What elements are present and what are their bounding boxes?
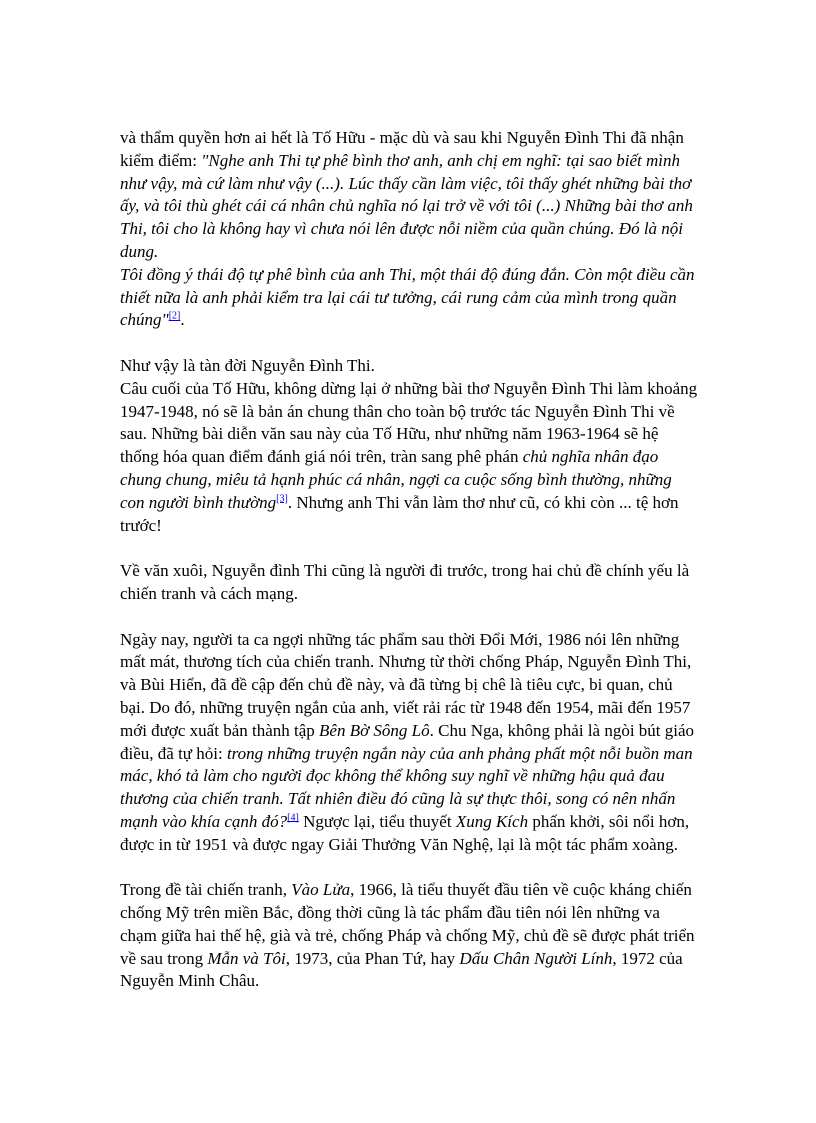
text-run: , 1973, của Phan Tứ, hay (285, 948, 460, 968)
paragraph-van-xuoi (120, 560, 700, 606)
quote-text: "Nghe anh Thi tự phê bình thơ anh, anh chị em nghĩ: tại sao biết mình như vậy, mà cứ làm như vậy (...). Lúc thấy cần làm việc, tôi thấy ghét những bài thơ ấy, và tôi thù ghét cái cá nhân chủ nghĩa nó lại trở về với tôi (...) Những bài thơ anh Thi, tôi cho là không hay vì chưa nói lên được nỗi niềm của quần chúng. Đó là nội dung. (120, 150, 693, 261)
text-run: phấn khởi, sôi nổi hơn, được in từ 1951 và được ngay Giải Thưởng Văn Nghệ, lại là một tác phẩm xoàng. (120, 811, 690, 854)
text-run: Ngày nay, người ta ca ngợi những tác phẩm sau thời Đổi Mới, 1986 nói lên những mất mát, thương tích của chiến tranh. Nhưng từ thời chống Pháp, Nguyễn Đình Thi, và Bùi Hiển, đã đề cập đến chủ đề này, và đã từng bị chê là tiêu cực, bi quan, chủ bại. Do đó, những truyện ngắn của anh, viết rải rác từ 1948 đến 1954, mãi đến 1957 mới được xuất bản thành tập (120, 629, 692, 740)
blank-line (120, 332, 700, 355)
text-run: . Chu Nga, không phải là ngòi bút giáo điều, đã tự hỏi: (120, 720, 695, 763)
quote-text: Tôi đồng ý thái độ tự phê bình của anh Thi, một thái độ đúng đắn. Còn một điều cần thiết nữa là anh phải kiểm tra lại cái tư tưởng, cái rung cảm của mình trong quần chúng" (120, 264, 695, 330)
paragraph-ngay-nay (120, 629, 700, 857)
paragraph-de-tai-chien-tranh (120, 879, 700, 993)
text-run: Như vậy là tàn đời Nguyễn Đình Thi. (120, 355, 375, 375)
blank-line (120, 537, 700, 560)
paragraph-tan-doi (120, 355, 700, 378)
book-title: Bên Bờ Sông Lô (319, 720, 430, 740)
text-run: và thẩm quyền hơn ai hết là Tố Hữu - mặc dù và sau khi Nguyễn Đình Thi đã nhận kiểm điểm: (120, 128, 684, 170)
footnote-link-2[interactable]: [2] (168, 310, 181, 322)
paragraph-quote-to-huu (120, 127, 700, 264)
italic-text: chủ nghĩa nhân đạo chung chung, miêu tả hạnh phúc cá nhân, ngợi ca cuộc sống bình thường, những con người bình thường (120, 447, 672, 512)
text-run: Về văn xuôi, Nguyễn đình Thi cũng là người đi trước, trong hai chủ đề chính yếu là chiến tranh và cách mạng. (120, 561, 690, 603)
paragraph-cau-cuoi (120, 378, 700, 538)
text-run: Trong đề tài chiến tranh, (120, 880, 292, 900)
text-run: Câu cuối của Tố Hữu, không dừng lại ở những bài thơ Nguyễn Đình Thi làm khoảng 1947-1948, nó sẽ là bản án chung thân cho toàn bộ trước tác Nguyễn Đình Thi về sau. Những bài diễn văn sau này của Tố Hữu, như những năm 1963-1964 sẽ hệ thống hóa quan điểm đánh giá nói trên, tràn sang phê phán (120, 378, 698, 467)
book-title: Mẫn và Tôi (207, 948, 286, 968)
text-run: , 1966, là tiểu thuyết đầu tiên về cuộc kháng chiến chống Mỹ trên miền Bắc, đồng thời cũng là tác phẩm đầu tiên nói lên những va chạm giữa hai thế hệ, già và trẻ, chống Pháp và chống Mỹ, chủ đề sẽ được phát triển về sau trong (120, 880, 695, 968)
paragraph-quote-continued (120, 264, 700, 332)
quote-text: trong những truyện ngắn này của anh phảng phất một nỗi buồn man mác, khó tả làm cho người đọc không thể không suy nghĩ về những hậu quả đau thương của chiến tranh. Tất nhiên điều đó cũng là sự thực thôi, song có nên nhấn mạnh vào khía cạnh đó? (120, 743, 693, 831)
book-title: Xung Kích (455, 811, 529, 831)
blank-line (120, 857, 700, 880)
footnote-link-4[interactable]: [4] (287, 812, 299, 824)
text-run: . (180, 310, 185, 330)
blank-line (120, 606, 700, 629)
book-title: Vào Lửa (291, 880, 351, 900)
document-body (120, 127, 700, 993)
footnote-link-3[interactable]: [3] (276, 493, 288, 505)
text-run: , 1972 của Nguyễn Minh Châu. (120, 948, 683, 991)
text-run: Ngược lại, tiểu thuyết (298, 811, 456, 831)
text-run: . Nhưng anh Thi vẫn làm thơ như cũ, có khi còn ... tệ hơn trước! (120, 492, 679, 535)
book-title: Dấu Chân Người Lính (459, 948, 613, 968)
